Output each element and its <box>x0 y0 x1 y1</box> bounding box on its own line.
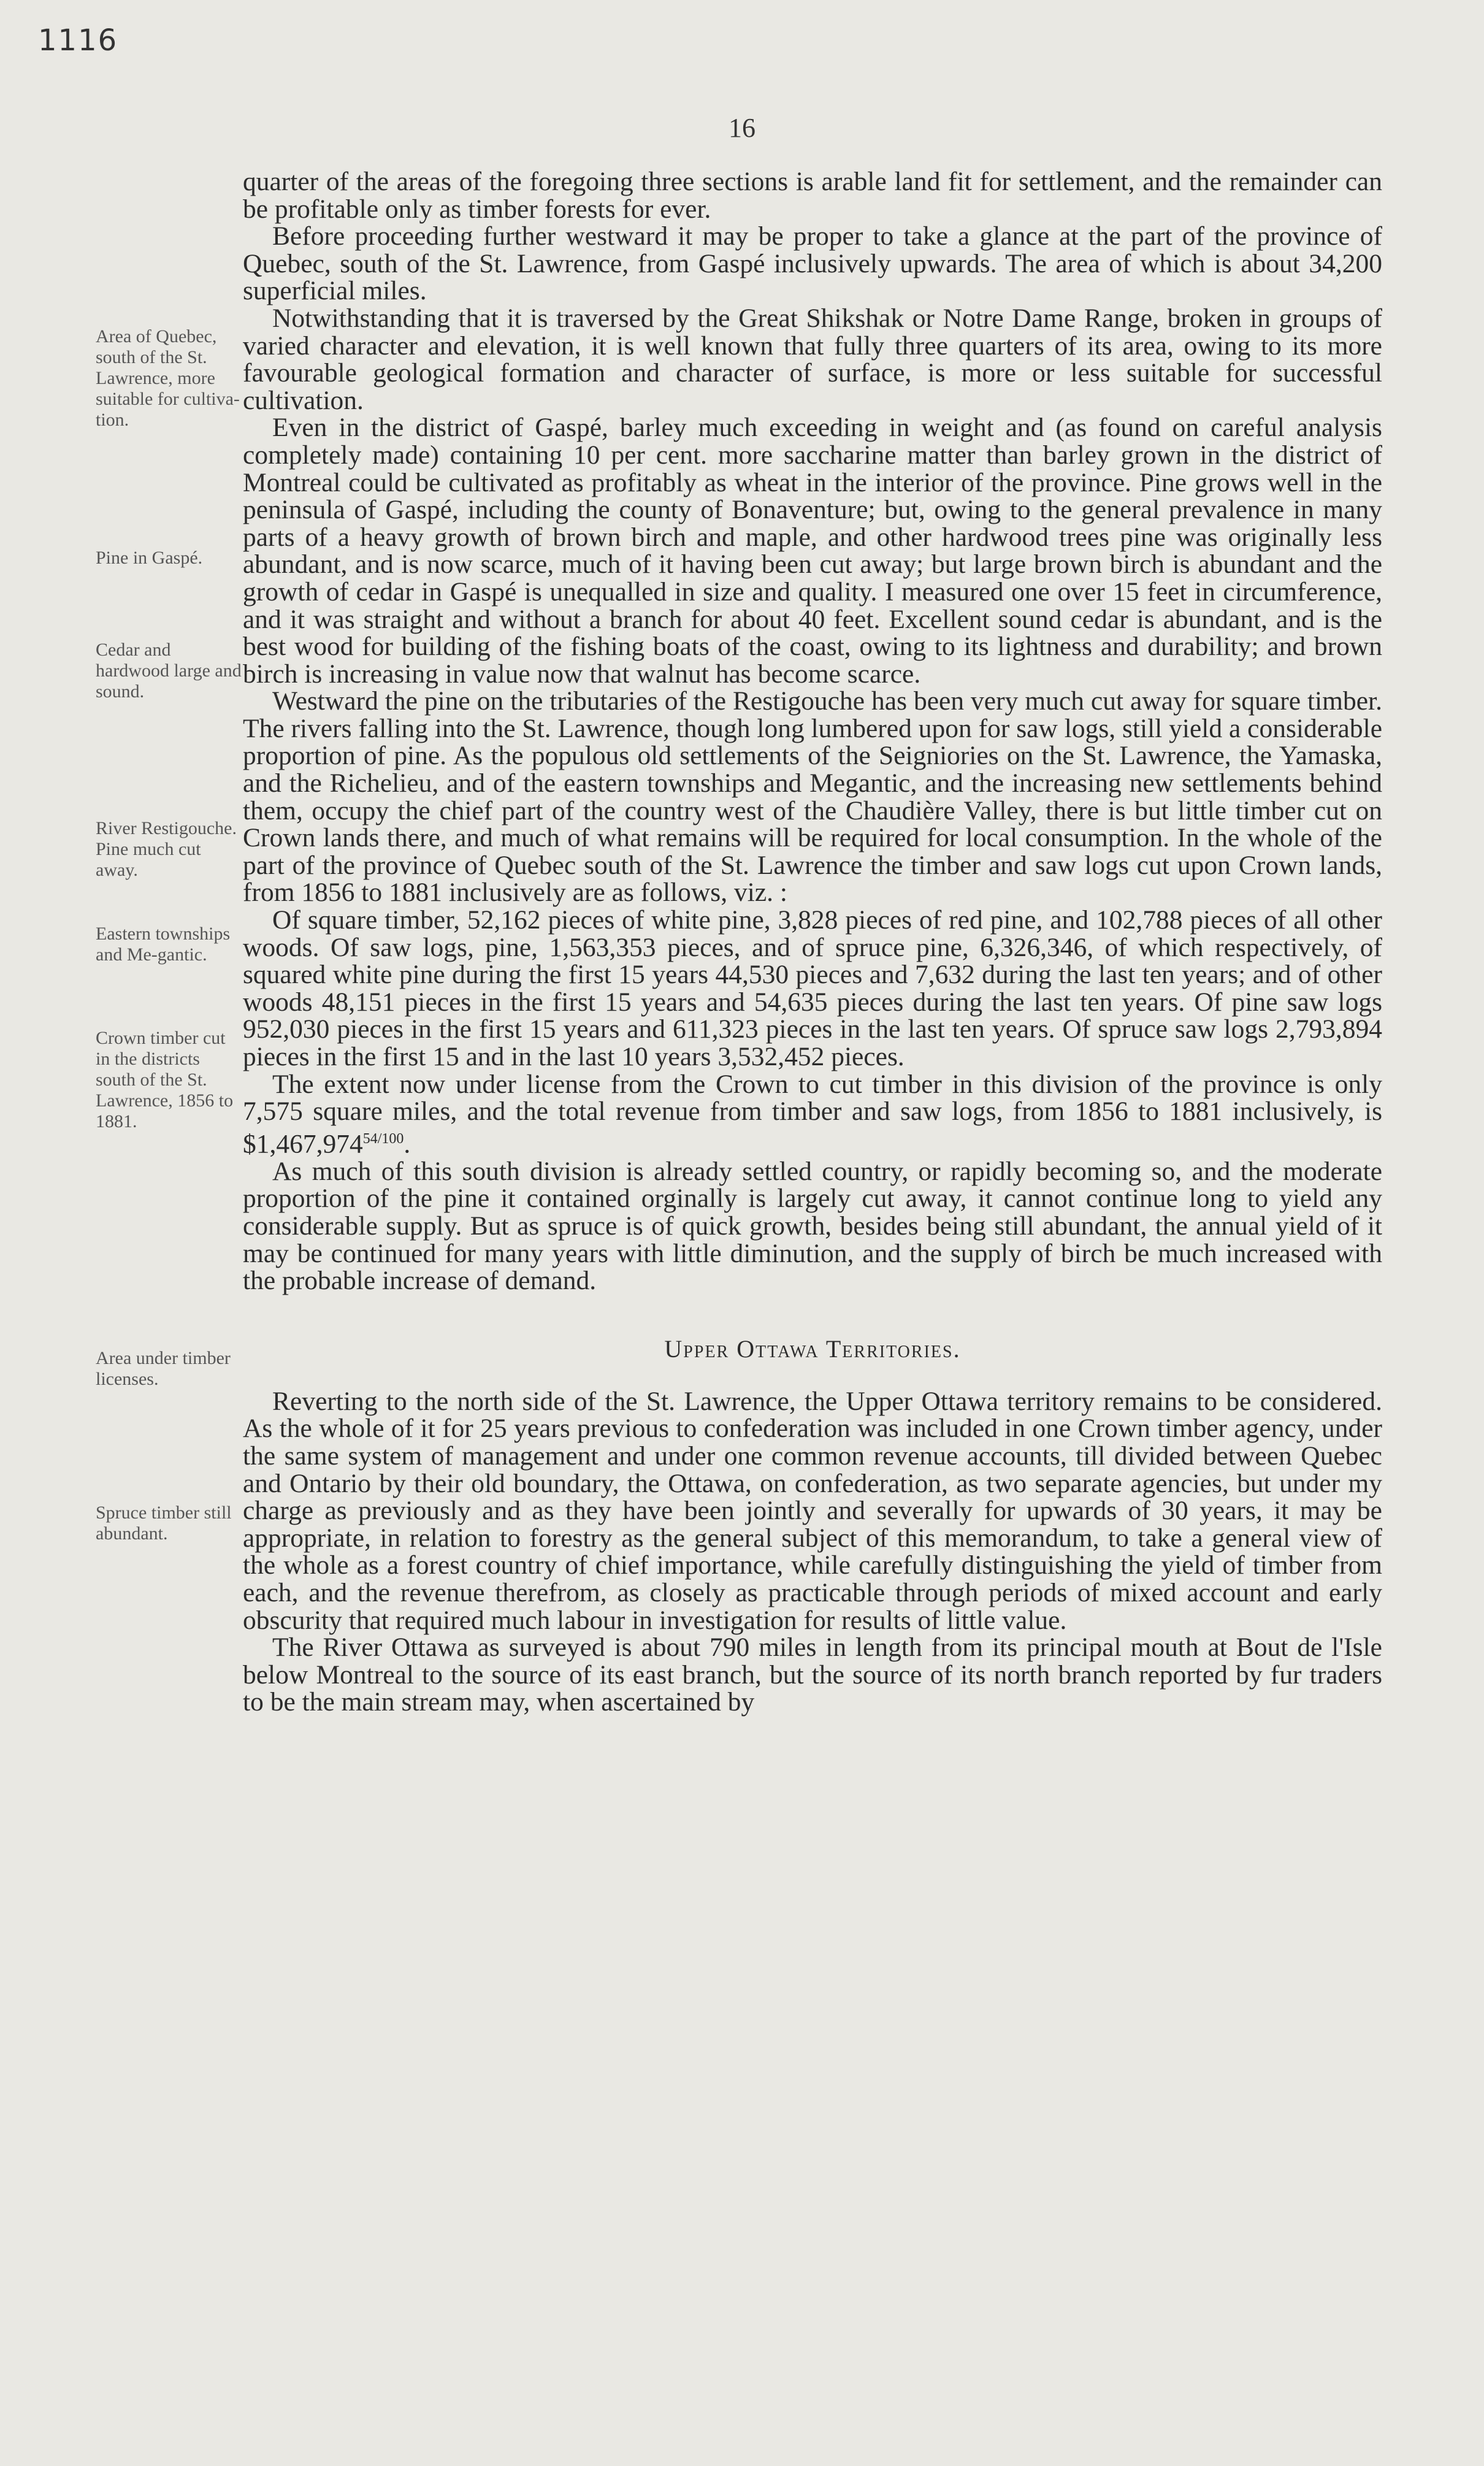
paragraph: As much of this south division is already settled country, or rapidly becoming so, and the moderate proportion of the pine it contained orginally is largely cut away, it cannot continue long to yield any considerable supply. But as spruce is of quick growth, besides being still abundant, the annual yield of it may be continued for many years with little diminution, and the supply of birch be much increased with the probable increase of demand. <box>243 1156 1382 1296</box>
section-heading: Upper Ottawa Territories. <box>664 1334 961 1363</box>
margin-note: Pine in Gaspé. <box>96 548 203 568</box>
paragraph: Notwithstanding that it is traversed by the Great Shikshak or Notre Dame Range, broken in groups of varied character and elevation, it is well known that fully three quarters of its area, owing to its more favourable geological formation and character of surface, is more or less suitable for successful cultivation. <box>243 303 1382 415</box>
margin-note: Area under timber licenses. <box>96 1348 231 1389</box>
page-number: 16 <box>729 113 755 143</box>
main-text <box>243 168 1382 1716</box>
paragraph: Before proceeding further westward it may be proper to take a glance at the part of the province of Quebec, south of the St. Lawrence, from Gaspé inclusively upwards. The area of which is about 34,200 superficial miles. <box>243 221 1382 306</box>
cents-fraction: 54/100 <box>362 1130 404 1147</box>
margin-note: Spruce timber still abundant. <box>96 1503 232 1544</box>
paragraph: quarter of the areas of the foregoing three sections is arable land fit for settlement, and the remainder can be profitable only as timber forests for ever. <box>243 167 1382 224</box>
margin-note: River Restigouche. Pine much cut away. <box>96 818 237 880</box>
paragraph: Of square timber, 52,162 pieces of white pine, 3,828 pieces of red pine, and 102,788 pieces of all other woods. Of saw logs, pine, 1,563,353 pieces, and of spruce pine, 6,326,346, of which respectively, of squared white pine during the first 15 years 44,530 pieces and 7,632 during the last ten years; and of other woods 48,151 pieces in the first 15 years and 54,635 pieces during the last ten years. Of pine saw logs 952,030 pieces in the first 15 years and 611,323 pieces in the last ten years. Of spruce saw logs 2,793,894 pieces in the first 15 and in the last 10 years 3,532,452 pieces. <box>243 905 1382 1071</box>
paragraph: Westward the pine on the tributaries of the Restigouche has been very much cut away for square timber. The rivers falling into the St. Lawrence, though long lumbered upon for saw logs, still yield a considerable proportion of pine. As the populous old settlements of the Seigniories on the St. Lawrence, the Yamaska, and the Richelieu, and of the eastern townships and Megantic, and the increasing new settlements behind them, occupy the chief part of the country west of the Chaudière Valley, there is but little timber cut on Crown lands there, and much of what remains will be required for local consumption. In the whole of the part of the province of Quebec south of the St. Lawrence the timber and saw logs cut upon Crown lands, from 1856 to 1881 inclusively are as follows, viz. : <box>243 686 1382 908</box>
paragraph: The River Ottawa as surveyed is about 790 miles in length from its principal mouth at Bout de l'Isle below Montreal to the source of its east branch, but the source of its north branch reported by fur traders to be the main stream may, when ascertained by <box>243 1633 1382 1717</box>
paragraph: Reverting to the north side of the St. Lawrence, the Upper Ottawa territory remains to be considered. As the whole of it for 25 years previous to confederation was included in one Crown timber agency, under the same system of management and under one common revenue accounts, till divided between Quebec and Ontario by their old boundary, the Ottawa, on confederation, as two separate agencies, but under my charge as previously and as they have been jointly and severally for upwards of 30 years, it may be appropriate, in relation to forestry as the general subject of this memorandum, to take a general view of the whole as a forest country of chief importance, while carefully distinguishing the yield of timber from each, and the revenue therefrom, as closely as practicable through periods of mixed account and early obscurity that required much labour in investigation for results of little value. <box>243 1386 1382 1635</box>
paragraph <box>243 1071 1382 1158</box>
revenue-sentence: The extent now under license from the Crown to cut timber in this division of the province is only 7,575 square miles, and the total revenue from timber and saw logs, from 1856 to 1881 inclusively, is $1,467,974 <box>243 1069 1382 1159</box>
margin-note: Crown timber cut in the districts south of the St. Lawrence, 1856 to 1881. <box>96 1028 234 1132</box>
sentence-end: . <box>404 1129 411 1159</box>
margin-note: Eastern townships and Me-gantic. <box>96 924 231 965</box>
margin-note: Cedar and hardwood large and sound. <box>96 640 242 702</box>
margin-note: Area of Quebec, south of the St. Lawrence, more suitable for cultiva-tion. <box>96 326 240 430</box>
folio-number: 1116 <box>38 23 118 58</box>
paragraph: Even in the district of Gaspé, barley much exceeding in weight and (as found on careful analysis completely made) containing 10 per cent. more saccharine matter than barley grown in the district of Montreal could be cultivated as profitably as wheat in the interior of the province. Pine grows well in the peninsula of Gaspé, including the county of Bonaventure; but, owing to the general prevalence in many parts of a heavy growth of brown birch and maple, and other hardwood trees pine was originally less abundant, and is now scarce, much of it having been cut away; but large brown birch is abundant and the growth of cedar in Gaspé is unequalled in size and quality. I measured one over 15 feet in circumference, and it was straight and without a branch for about 40 feet. Excellent sound cedar is abundant, and is the best wood for building of the fishing boats of the coast, owing to its lightness and durability; and brown birch is increasing in value now that walnut has become scarce. <box>243 413 1382 689</box>
